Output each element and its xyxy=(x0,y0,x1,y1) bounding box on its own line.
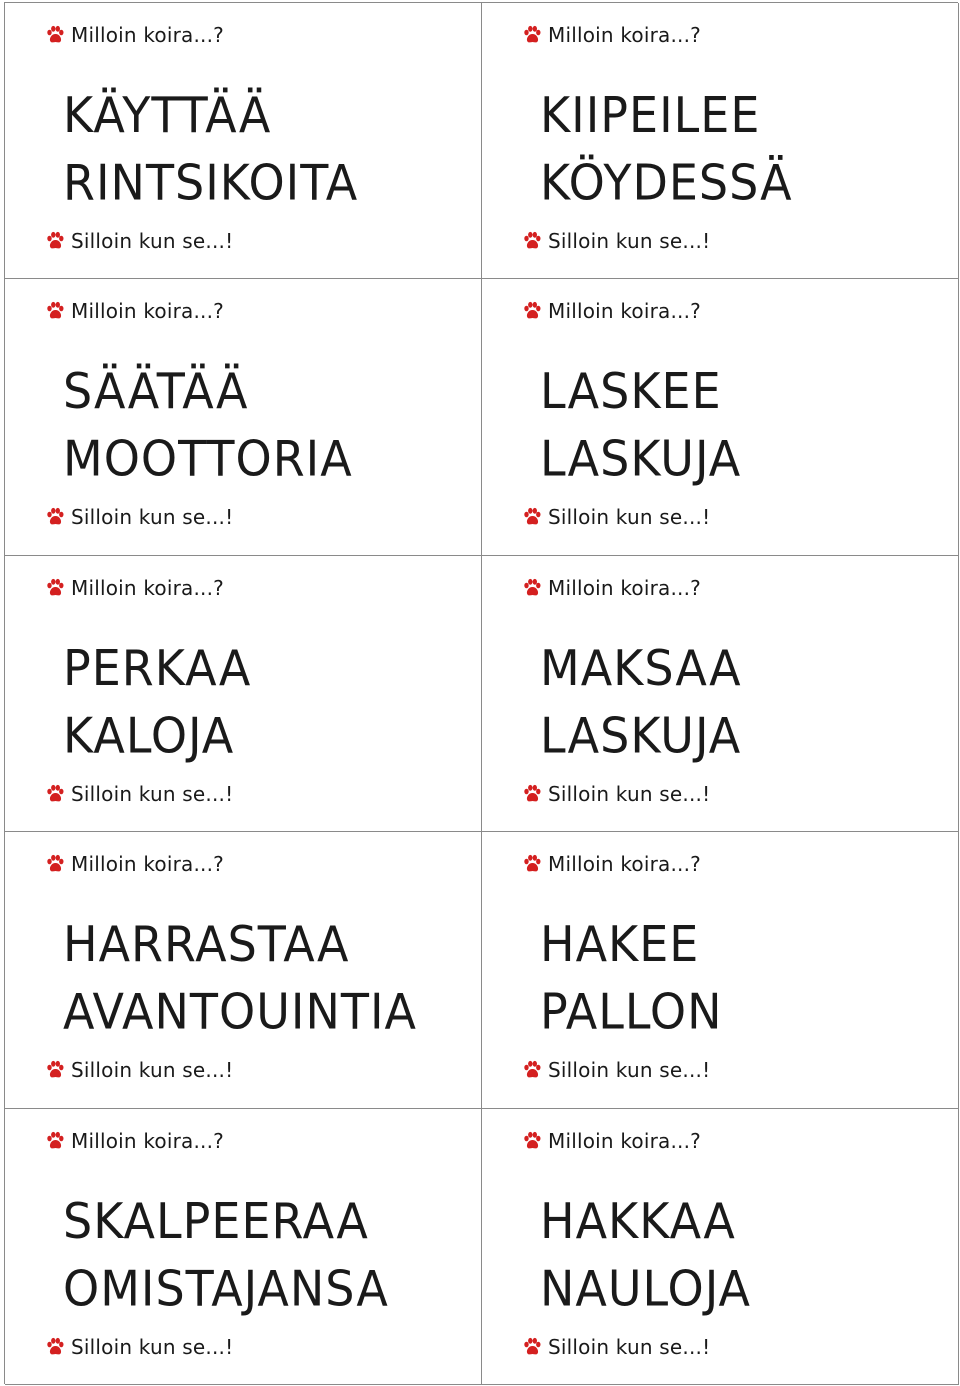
answer-text: Silloin kun se...! xyxy=(548,781,711,806)
paw-print-icon xyxy=(522,25,542,45)
answer-line xyxy=(522,229,710,253)
question-text: Milloin koira...? xyxy=(548,23,701,47)
question-text: Milloin koira...? xyxy=(71,1128,224,1153)
action-line-2: PALLON xyxy=(540,983,723,1041)
action-line-1: SÄÄTÄÄ xyxy=(63,362,249,420)
action-line-2: RINTSIKOITA xyxy=(63,154,359,212)
question-line xyxy=(522,852,701,876)
paw-print-icon xyxy=(522,854,542,874)
dog-action xyxy=(63,910,417,1046)
card-2 xyxy=(482,3,959,279)
question-line xyxy=(522,1129,701,1153)
question-line xyxy=(45,576,224,600)
answer-text: Silloin kun se...! xyxy=(71,1334,234,1359)
paw-print-icon xyxy=(522,784,542,804)
answer-line xyxy=(45,782,233,806)
action-line-1: SKALPEERAA xyxy=(63,1191,369,1250)
dog-action xyxy=(540,357,741,493)
dog-action xyxy=(63,357,353,493)
question-text: Milloin koira...? xyxy=(548,575,701,600)
answer-line xyxy=(522,1335,710,1359)
question-text: Milloin koira...? xyxy=(71,23,224,47)
paw-print-icon xyxy=(522,507,542,527)
question-text: Milloin koira...? xyxy=(71,299,224,324)
paw-print-icon xyxy=(522,1060,542,1080)
paw-print-icon xyxy=(45,854,65,874)
paw-print-icon xyxy=(45,784,65,804)
paw-print-icon xyxy=(522,231,542,251)
paw-print-icon xyxy=(45,25,65,45)
action-line-2: NAULOJA xyxy=(540,1259,751,1317)
action-line-2: LASKUJA xyxy=(540,706,742,765)
action-line-1: HARRASTAA xyxy=(63,915,350,973)
action-line-2: MOOTTORIA xyxy=(63,430,353,488)
card-3 xyxy=(5,279,482,555)
answer-line xyxy=(45,505,233,529)
paw-print-icon xyxy=(45,507,65,527)
question-line xyxy=(45,299,224,323)
paw-print-icon xyxy=(45,1337,65,1357)
action-line-2: OMISTAJANSA xyxy=(63,1259,389,1317)
action-line-2: LASKUJA xyxy=(540,430,742,488)
question-text: Milloin koira...? xyxy=(71,852,224,877)
paw-print-icon xyxy=(45,301,65,321)
question-line xyxy=(522,23,701,47)
card-1 xyxy=(5,3,482,279)
answer-text: Silloin kun se...! xyxy=(548,1058,711,1083)
card-10 xyxy=(482,1109,959,1385)
question-text: Milloin koira...? xyxy=(548,1128,701,1153)
question-line xyxy=(522,299,701,323)
paw-print-icon xyxy=(45,1131,65,1151)
action-line-1: HAKEE xyxy=(540,915,700,973)
answer-line xyxy=(522,1058,710,1082)
card-9 xyxy=(5,1109,482,1385)
question-line xyxy=(522,576,701,600)
answer-text: Silloin kun se...! xyxy=(71,229,234,253)
card-8 xyxy=(482,832,959,1108)
action-line-1: KIIPEILEE xyxy=(540,86,761,144)
answer-text: Silloin kun se...! xyxy=(548,505,711,530)
action-line-1: LASKEE xyxy=(540,362,722,420)
answer-text: Silloin kun se...! xyxy=(71,505,234,530)
paw-print-icon xyxy=(45,1060,65,1080)
question-text: Milloin koira...? xyxy=(548,852,701,877)
answer-text: Silloin kun se...! xyxy=(71,1058,234,1083)
action-line-2: KALOJA xyxy=(63,706,235,765)
card-7 xyxy=(5,832,482,1108)
action-line-2: AVANTOUINTIA xyxy=(63,983,418,1041)
paw-print-icon xyxy=(522,1131,542,1151)
question-line xyxy=(45,1129,224,1153)
card-6 xyxy=(482,556,959,832)
action-line-1: PERKAA xyxy=(63,639,252,697)
card-sheet xyxy=(4,2,958,1384)
question-line xyxy=(45,23,224,47)
dog-action xyxy=(540,81,793,217)
answer-line xyxy=(45,1058,233,1082)
paw-print-icon xyxy=(45,578,65,598)
paw-print-icon xyxy=(522,578,542,598)
question-text: Milloin koira...? xyxy=(71,575,224,600)
action-line-1: HAKKAA xyxy=(540,1191,736,1250)
dog-action xyxy=(540,1187,751,1323)
action-line-1: MAKSAA xyxy=(540,639,742,697)
question-text: Milloin koira...? xyxy=(548,299,701,324)
action-line-1: KÄYTTÄÄ xyxy=(63,86,272,144)
paw-print-icon xyxy=(522,301,542,321)
card-4 xyxy=(482,279,959,555)
answer-text: Silloin kun se...! xyxy=(548,229,711,253)
answer-line xyxy=(522,782,710,806)
action-line-2: KÖYDESSÄ xyxy=(540,154,793,212)
card-5 xyxy=(5,556,482,832)
paw-print-icon xyxy=(45,231,65,251)
paw-print-icon xyxy=(522,1337,542,1357)
dog-action xyxy=(63,1187,389,1323)
question-line xyxy=(45,852,224,876)
dog-action xyxy=(540,910,723,1046)
dog-action xyxy=(63,81,358,217)
dog-action xyxy=(63,634,251,770)
answer-line xyxy=(45,1335,233,1359)
answer-line xyxy=(522,505,710,529)
answer-text: Silloin kun se...! xyxy=(71,781,234,806)
answer-text: Silloin kun se...! xyxy=(548,1334,711,1359)
dog-action xyxy=(540,634,742,770)
answer-line xyxy=(45,229,233,253)
